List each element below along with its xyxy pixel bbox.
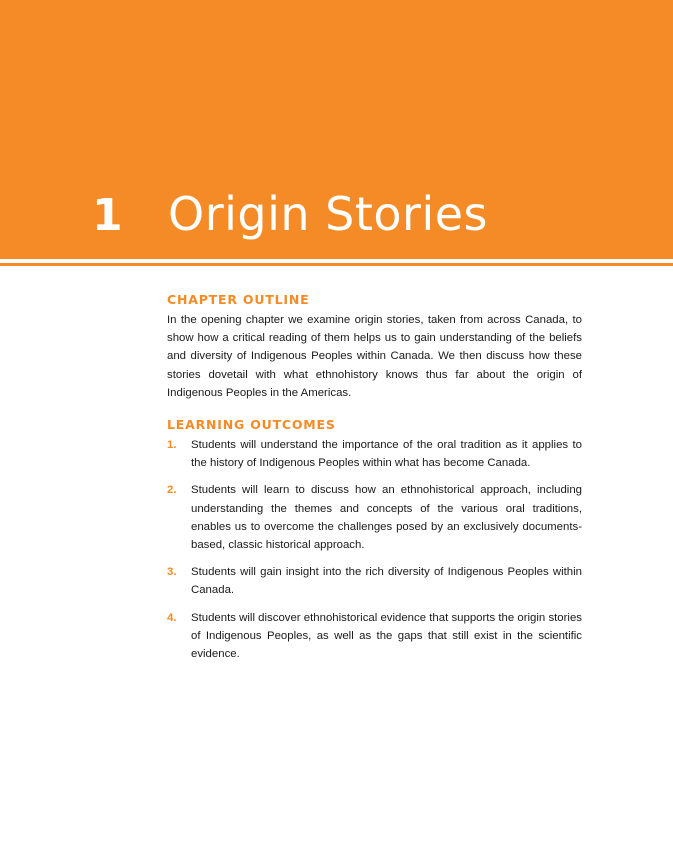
outcome-text: Students will learn to discuss how an ethnohistorical approach, including understanding the themes and concepts of the various oral traditions, enables us to overcome the challenges posed by an exclusively documents-based, classic historical approach. bbox=[191, 484, 582, 552]
learning-outcomes-list bbox=[167, 436, 582, 663]
chapter-number: 1 bbox=[92, 190, 123, 241]
outcome-item bbox=[167, 563, 582, 599]
outcome-text: Students will understand the importance of the oral tradition as it applies to the history of Indigenous Peoples within what has become Canada. bbox=[191, 439, 582, 470]
outcome-number: 2. bbox=[167, 484, 177, 497]
chapter-content bbox=[167, 292, 582, 672]
outcome-item bbox=[167, 481, 582, 554]
outcome-number: 4. bbox=[167, 611, 177, 624]
banner-rule bbox=[0, 263, 673, 266]
chapter-outline-section bbox=[167, 292, 582, 402]
learning-outcomes-heading: LEARNING OUTCOMES bbox=[167, 417, 336, 433]
chapter-title: Origin Stories bbox=[168, 187, 488, 241]
learning-outcomes-section bbox=[167, 417, 582, 663]
outcome-item bbox=[167, 609, 582, 664]
chapter-outline-heading: CHAPTER OUTLINE bbox=[167, 292, 310, 307]
outcome-text: Students will discover ethnohistorical evidence that supports the origin stories of Indigenous Peoples, as well as the gaps that still exist in the scientific evidence. bbox=[191, 611, 582, 661]
chapter-outline-text: In the opening chapter we examine origin stories, taken from across Canada, to show how a critical reading of them helps us to gain understanding of the beliefs and diversity of Indigenous Peoples within Canada. We then discuss how these stories dovetail with what ethnohistory knows thus far about the origin of Indigenous Peoples in the Americas. bbox=[167, 314, 582, 399]
outcome-number: 3. bbox=[167, 566, 177, 579]
outcome-text: Students will gain insight into the rich diversity of Indigenous Peoples within Canada. bbox=[191, 566, 582, 597]
outcome-number: 1. bbox=[167, 439, 177, 452]
outcome-item bbox=[167, 436, 582, 472]
chapter-banner bbox=[0, 0, 673, 259]
